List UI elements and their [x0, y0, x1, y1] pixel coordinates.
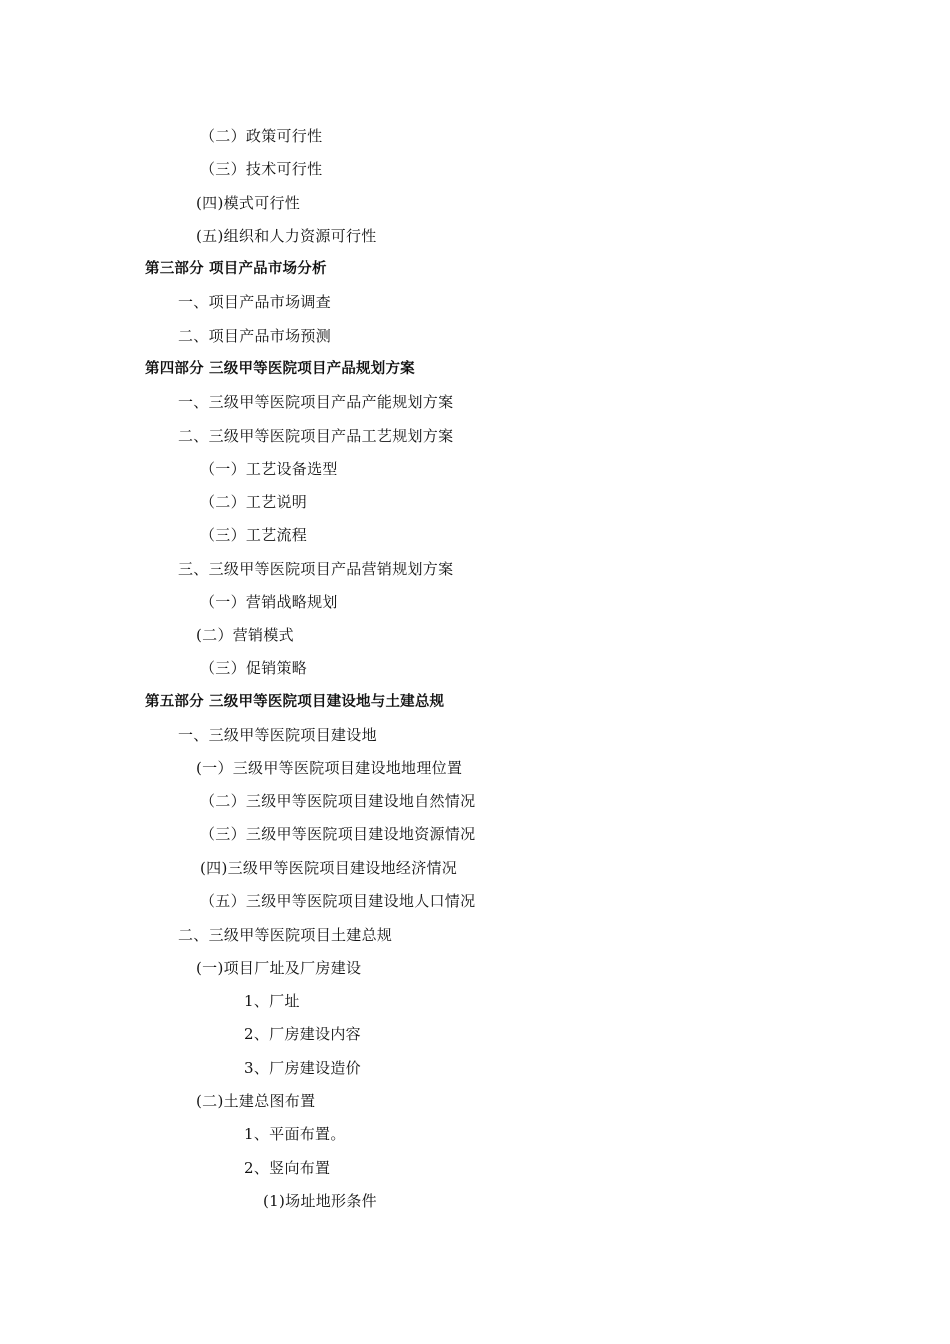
subsection-equipment-selection: （一）工艺设备选型: [200, 460, 338, 478]
item-site-terrain: (1)场址地形条件: [263, 1192, 377, 1210]
subsection-marketing-model: (二）营销模式: [196, 626, 294, 644]
subsection-site-resources: （三）三级甲等医院项目建设地资源情况: [200, 825, 476, 843]
section-item-technical-feasibility: （三）技术可行性: [200, 160, 323, 178]
subsection-general-layout: (二)土建总图布置: [196, 1092, 316, 1110]
item-vertical-layout: 2、竖向布置: [244, 1159, 331, 1177]
subsection-promotion-strategy: （三）促销策略: [200, 659, 308, 677]
section-civil-planning: 二、三级甲等医院项目土建总规: [178, 926, 393, 944]
section-market-forecast: 二、项目产品市场预测: [178, 327, 332, 345]
section-capacity-plan: 一、三级甲等医院项目产品产能规划方案: [178, 393, 454, 411]
subsection-site-population: （五）三级甲等医院项目建设地人口情况: [200, 892, 476, 910]
section-item-policy-feasibility: （二）政策可行性: [200, 127, 323, 145]
subsection-marketing-strategy: （一）营销战略规划: [200, 593, 338, 611]
part-four-heading: 第四部分 三级甲等医院项目产品规划方案: [145, 361, 415, 377]
section-item-model-feasibility: (四)模式可行性: [196, 194, 301, 212]
item-site: 1、厂址: [244, 992, 300, 1010]
subsection-process-description: （二）工艺说明: [200, 493, 308, 511]
section-item-organization-feasibility: (五)组织和人力资源可行性: [196, 227, 377, 245]
subsection-site-economy: (四)三级甲等医院项目建设地经济情况: [200, 859, 458, 877]
section-construction-site: 一、三级甲等医院项目建设地: [178, 726, 377, 744]
part-three-heading: 第三部分 项目产品市场分析: [145, 261, 327, 277]
subsection-process-flow: （三）工艺流程: [200, 526, 308, 544]
subsection-site-nature: （二）三级甲等医院项目建设地自然情况: [200, 792, 476, 810]
part-five-heading: 第五部分 三级甲等医院项目建设地与土建总规: [145, 694, 445, 710]
section-marketing-plan: 三、三级甲等医院项目产品营销规划方案: [178, 560, 454, 578]
subsection-factory-site-construction: (一)项目厂址及厂房建设: [196, 959, 362, 977]
item-building-content: 2、厂房建设内容: [244, 1025, 361, 1043]
subsection-site-location: (一）三级甲等医院项目建设地地理位置: [196, 759, 463, 777]
section-market-survey: 一、项目产品市场调查: [178, 293, 332, 311]
item-plan-layout: 1、平面布置。: [244, 1125, 346, 1143]
item-building-cost: 3、厂房建设造价: [244, 1059, 361, 1077]
section-process-plan: 二、三级甲等医院项目产品工艺规划方案: [178, 427, 454, 445]
